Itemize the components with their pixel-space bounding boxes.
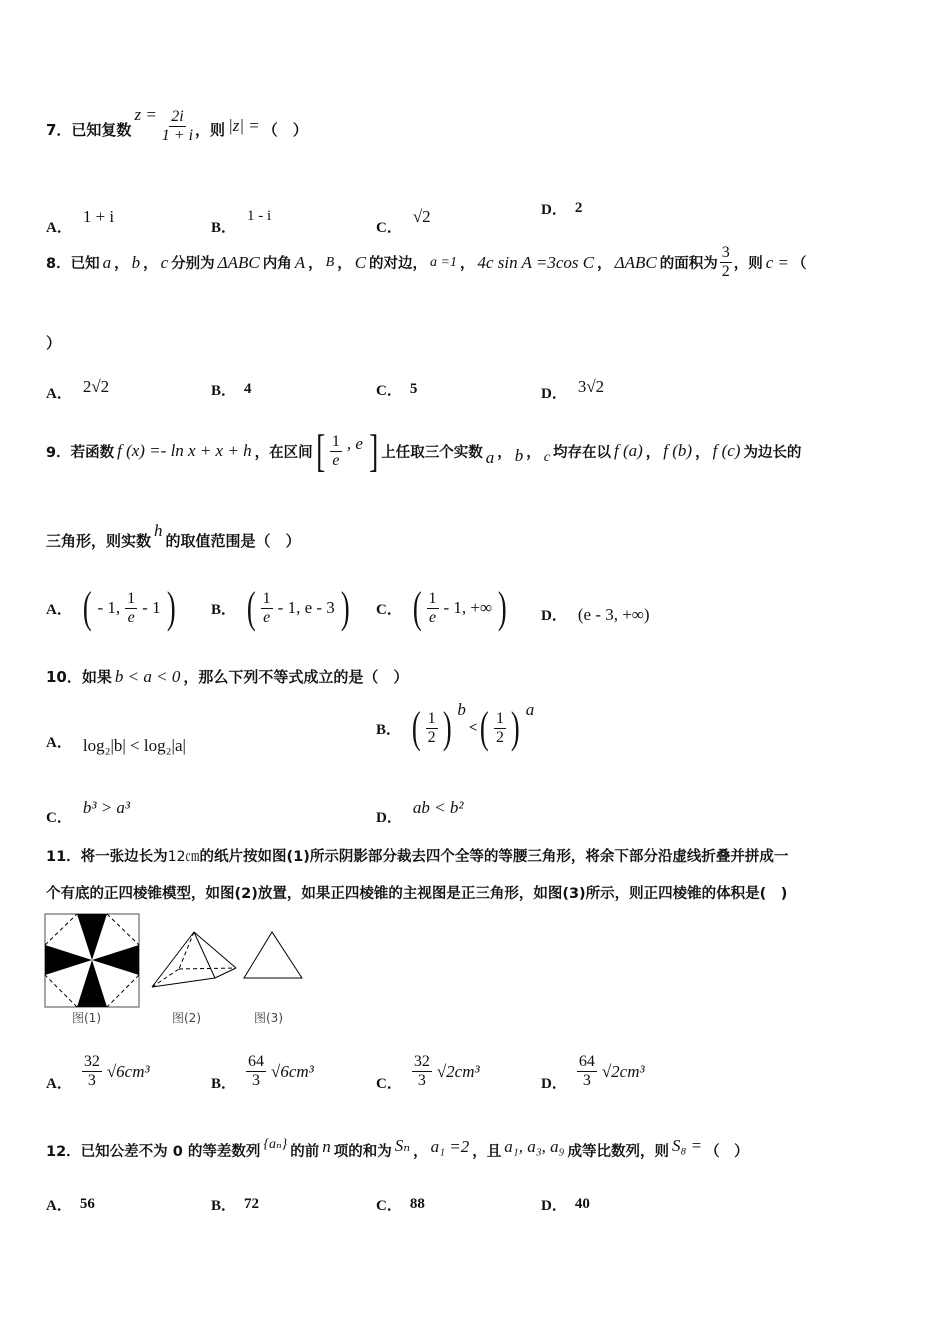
question-8 — [46, 244, 807, 281]
area-fraction — [720, 244, 732, 281]
s8-equals: S₈ = — [672, 1135, 703, 1155]
option-value: 4 — [244, 381, 252, 397]
q9-text: ，在区间 — [254, 444, 313, 461]
option-value: - 1, +∞ — [443, 598, 493, 617]
option-value: 88 — [409, 1196, 425, 1212]
paren: ) — [166, 583, 176, 632]
q7-fraction — [162, 108, 193, 145]
q11-option-d[interactable] — [541, 1050, 648, 1093]
triangle: ΔABC — [217, 252, 260, 272]
angle-b: B — [325, 254, 335, 270]
q8-option-d[interactable] — [541, 370, 607, 403]
denominator: 3 — [417, 1072, 426, 1089]
var-b: b — [514, 446, 524, 465]
var-c: c — [543, 450, 550, 465]
option-label: C． — [376, 601, 402, 618]
numerator: 1 — [427, 709, 436, 727]
paren: ( — [82, 583, 92, 632]
comma: ， — [413, 1144, 428, 1160]
q9-text: 的取值范围是（ ） — [165, 532, 301, 550]
q9-option-b[interactable] — [211, 583, 352, 632]
question-9 — [46, 425, 802, 476]
numerator: 1 — [496, 709, 505, 727]
paren: （ ） — [705, 1144, 749, 1160]
q7-text: 7．已知复数 — [46, 121, 132, 139]
q11-option-a[interactable] — [46, 1050, 153, 1093]
option-fraction — [246, 1053, 266, 1090]
option-label: D． — [376, 810, 402, 826]
q10-option-b[interactable] — [376, 700, 537, 752]
option-value: (e - 3, +∞) — [577, 604, 650, 624]
q9-text: 三角形，则实数 — [46, 532, 152, 550]
option-value: - 1, — [97, 598, 121, 617]
option-label: B． — [211, 1076, 237, 1092]
q8-text: 分别为 — [171, 256, 215, 272]
exponent-b: b — [457, 700, 466, 719]
condition: b < a < 0 — [114, 666, 181, 686]
q8-option-c[interactable] — [376, 379, 417, 400]
var-a: a — [485, 448, 495, 467]
option-label: A． — [46, 220, 72, 236]
option-label: B． — [376, 721, 402, 738]
q12-text: 的前 — [290, 1144, 320, 1160]
q9-text: 为边长的 — [743, 444, 802, 461]
comma: ， — [114, 256, 129, 272]
comma: ， — [143, 256, 158, 272]
option-value: √6cm³ — [106, 1061, 150, 1081]
figure-1-square — [45, 914, 139, 1007]
numerator: 1 — [262, 589, 271, 607]
sum-sn: Sₙ — [394, 1135, 411, 1155]
comma: ， — [597, 256, 612, 272]
figure-3-triangle — [244, 932, 302, 978]
option-label: A． — [46, 1076, 72, 1092]
q11-option-b[interactable] — [211, 1050, 317, 1093]
q9-option-c[interactable] — [376, 583, 510, 632]
angle-c: C — [354, 252, 367, 272]
q8-option-b[interactable] — [211, 379, 252, 400]
option-value: √2cm³ — [601, 1061, 645, 1081]
option-value: 1 + i — [82, 206, 115, 226]
option-value: 5 — [409, 381, 418, 397]
paren: ) — [340, 583, 350, 632]
denominator: 2 — [496, 728, 505, 746]
option-value: 72 — [244, 1196, 260, 1212]
q12-text: 项的和为 — [333, 1144, 392, 1160]
var-h: h — [154, 520, 163, 540]
option-value: ab < b² — [412, 797, 464, 817]
option-value: 2 — [574, 200, 583, 216]
denominator: 3 — [252, 1072, 261, 1089]
paren: ) — [510, 703, 520, 752]
a1-equals: a₁ =2 — [430, 1136, 470, 1156]
terms: a₁, a₃, a₉ — [504, 1136, 565, 1156]
option-label: B． — [211, 601, 237, 618]
option-value: - 1 — [142, 598, 161, 617]
q11-text: 的纸片按如图(1)所示阴影部分裁去四个全等的等腰三角形，将余下部分沿虚线折叠并拼成一 — [199, 849, 789, 865]
q8-text: 的面积为 — [659, 256, 718, 272]
triangle: ΔABC — [614, 252, 657, 272]
question-11-cont — [46, 882, 787, 903]
option-label: C． — [46, 810, 72, 826]
option-value: 40 — [574, 1196, 590, 1212]
option-value: √2 — [412, 206, 431, 226]
q7-text: ，则 — [195, 121, 226, 139]
q11-text: 11．将一张边长为 — [46, 849, 168, 865]
denominator: 3 — [87, 1072, 96, 1089]
denominator: e — [263, 608, 271, 626]
option-label: A． — [46, 386, 72, 402]
paren: ) — [498, 583, 507, 632]
less-than: < — [468, 719, 478, 736]
paren: ( — [412, 583, 422, 632]
option-label: C． — [376, 383, 402, 399]
q12-option-d[interactable] — [541, 1194, 590, 1215]
numerator: 3 — [721, 244, 730, 261]
half — [426, 710, 438, 747]
option-value: √2cm³ — [436, 1061, 480, 1081]
option-value: 1 - i — [247, 208, 272, 224]
denominator: e — [428, 608, 437, 626]
comma: ， — [645, 444, 661, 461]
q9-text: 9．若函数 — [46, 444, 115, 461]
q12-text: 成等比数列，则 — [567, 1144, 670, 1160]
q7-paren: （ ） — [262, 121, 308, 139]
q8-text: 的对边， — [369, 256, 428, 272]
numerator: 2i — [171, 108, 184, 125]
q11-figures — [44, 912, 304, 1008]
denominator: e — [127, 608, 135, 626]
q8-paren-close — [46, 332, 61, 353]
q12-text: ，且 — [472, 1144, 502, 1160]
numerator: 32 — [83, 1053, 100, 1070]
question-7 — [46, 104, 308, 145]
f-b: f (b) — [663, 441, 693, 460]
option-label: D． — [541, 202, 567, 218]
option-value: √6cm³ — [271, 1061, 314, 1081]
bracket-left: [ — [315, 425, 325, 476]
q9-option-a[interactable] — [46, 583, 178, 632]
function-f: f (x) =- ln x + x + h — [117, 441, 252, 460]
q10-option-c[interactable] — [46, 788, 133, 827]
option-label: B． — [211, 220, 237, 236]
q11-size: 12㎝ — [167, 848, 200, 865]
option-value: 3√2 — [577, 376, 605, 396]
comma: ， — [526, 444, 541, 461]
paren: ) — [442, 703, 452, 752]
q10-text: ，那么下列不等式成立的是（ ） — [183, 668, 409, 686]
option-label: D． — [541, 1076, 567, 1092]
numerator: 1 — [127, 589, 136, 607]
sequence: {aₙ} — [263, 1137, 288, 1152]
numerator: 32 — [413, 1053, 430, 1070]
angle-a: A — [294, 252, 306, 272]
comma: ， — [308, 256, 323, 272]
option-value: 56 — [79, 1196, 95, 1212]
option-fraction — [577, 1053, 597, 1090]
option-label: D． — [541, 608, 567, 624]
option-value: log₂|b| < log₂|a| — [82, 736, 186, 755]
equation-2: 4c sin A =3cos C — [477, 252, 595, 272]
question-11 — [46, 845, 788, 866]
var-b: b — [131, 252, 141, 272]
question-10 — [46, 666, 408, 687]
figure-2-pyramid — [152, 932, 236, 987]
var-n: n — [322, 1136, 331, 1156]
paren-open: （ — [792, 256, 807, 272]
option-fraction — [261, 590, 273, 627]
exponent-a: a — [525, 700, 535, 719]
q8-text: 内角 — [262, 256, 292, 272]
paren-close: ） — [46, 334, 62, 352]
q7-option-b[interactable] — [211, 196, 274, 237]
option-label: B． — [211, 1198, 237, 1214]
half — [494, 710, 506, 747]
q10-text: 10．如果 — [46, 668, 112, 686]
q8-option-a[interactable] — [46, 370, 112, 403]
numerator: 64 — [248, 1053, 265, 1070]
q7-option-a[interactable] — [46, 196, 117, 237]
q10-option-a[interactable] — [46, 726, 189, 756]
f-c: f (c) — [712, 441, 741, 460]
denominator: 3 — [582, 1072, 591, 1089]
denominator: 2 — [721, 263, 730, 280]
option-label: A． — [46, 601, 72, 618]
q12-text: 12．已知公差不为 0 的等差数列 — [46, 1144, 261, 1160]
option-label: B． — [211, 383, 237, 399]
option-value: b³ > a³ — [82, 797, 131, 817]
q12-option-b[interactable] — [211, 1194, 259, 1215]
comma: ， — [459, 256, 475, 272]
denominator: 1 + i — [161, 127, 194, 144]
q7-option-d[interactable] — [541, 198, 582, 219]
numerator: 1 — [331, 432, 340, 450]
q9-text: 上任取三个实数 — [381, 444, 483, 461]
q8-text: 8．已知 — [46, 256, 100, 272]
equation-1: a =1 — [430, 254, 457, 270]
question-9-cont — [46, 520, 301, 551]
caption-figure-1: 图(1) — [72, 1011, 101, 1025]
option-fraction — [412, 1053, 432, 1090]
option-fraction — [427, 590, 439, 627]
q9-option-d[interactable] — [541, 604, 653, 625]
bracket-right: ] — [369, 425, 379, 476]
denominator: 2 — [427, 728, 436, 746]
paren: ( — [246, 583, 256, 632]
option-value: 2√2 — [82, 376, 110, 396]
comma: ， — [695, 444, 710, 461]
f-a: f (a) — [614, 441, 643, 460]
q11-option-c[interactable] — [376, 1050, 483, 1093]
q10-option-d[interactable] — [376, 788, 466, 827]
c-equals: c = — [765, 252, 789, 272]
q12-option-c[interactable] — [376, 1194, 425, 1215]
q12-option-a[interactable] — [46, 1194, 95, 1215]
question-12 — [46, 1135, 749, 1161]
numerator: 1 — [428, 589, 437, 607]
q8-text: ，则 — [733, 256, 763, 272]
numerator: 64 — [578, 1053, 595, 1070]
denominator: e — [332, 451, 340, 469]
q7-absz: |z| = — [228, 115, 260, 135]
var-a: a — [102, 252, 112, 272]
paren: ( — [411, 703, 421, 752]
option-fraction — [125, 590, 137, 627]
option-label: C． — [376, 220, 402, 236]
option-label: C． — [376, 1076, 402, 1092]
option-value: - 1, e - 3 — [277, 598, 335, 617]
option-fraction — [82, 1053, 102, 1090]
caption-figure-3: 图(3) — [254, 1011, 283, 1025]
option-label: C． — [376, 1198, 402, 1214]
q7-option-c[interactable] — [376, 196, 434, 237]
var-c: c — [160, 252, 169, 272]
option-label: D． — [541, 386, 567, 402]
q7-z: z = — [134, 104, 157, 124]
comma: ， — [337, 256, 352, 272]
q11-text: 个有底的正四棱锥模型，如图(2)放置，如果正四棱锥的主视图是正三角形，如图(3)所示，则正四棱锥的体积是( ) — [46, 886, 788, 902]
option-label: A． — [46, 734, 72, 751]
interval-fraction — [330, 433, 342, 470]
q9-text: 均存在以 — [553, 444, 611, 461]
option-label: A． — [46, 1198, 72, 1214]
caption-figure-2: 图(2) — [172, 1011, 201, 1025]
interval-end: , e — [346, 434, 363, 453]
paren: ( — [480, 703, 490, 752]
comma: ， — [497, 444, 512, 461]
option-label: D． — [541, 1198, 567, 1214]
